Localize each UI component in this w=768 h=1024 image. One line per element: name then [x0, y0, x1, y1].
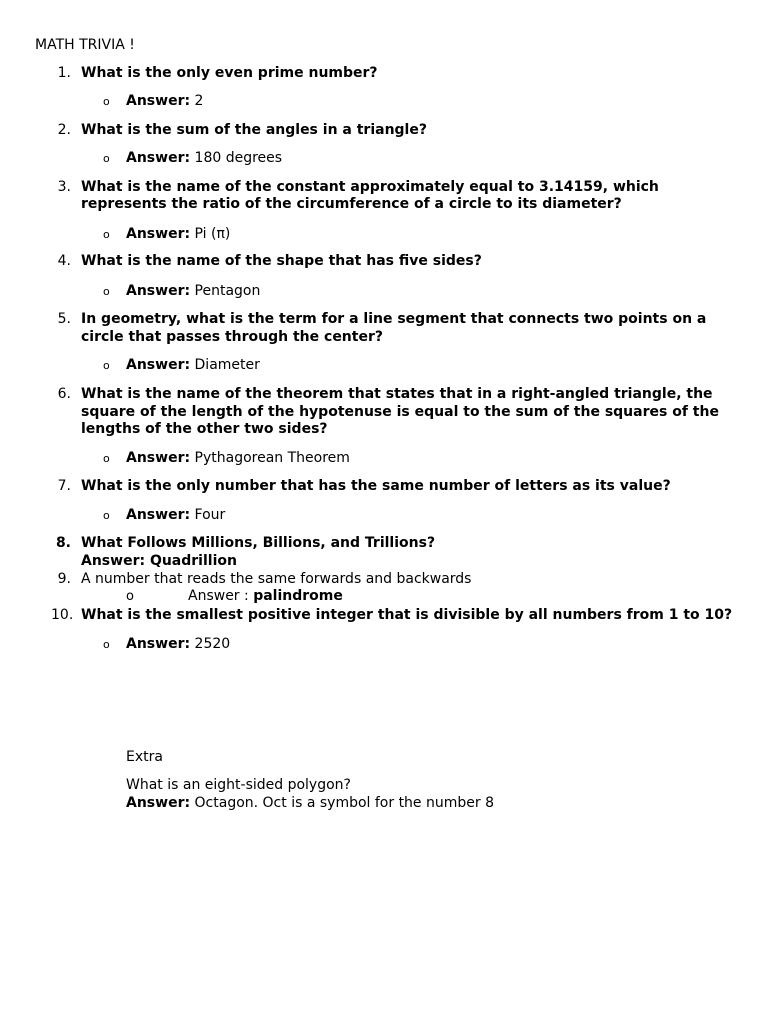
question-number: 7.: [57, 478, 71, 494]
answer-value: Pi (π): [194, 226, 231, 242]
answer-line: [126, 449, 350, 467]
question-number: 9.: [57, 571, 71, 587]
extra-question: What is an eight-sided polygon?: [126, 777, 351, 793]
answer-label: Answer:: [126, 283, 191, 299]
question-number: 6.: [57, 386, 71, 402]
question-text-continued: square of the length of the hypotenuse is equal to the sum of the squares of the: [81, 404, 719, 420]
question-text-continued: represents the ratio of the circumference of a circle to its diameter?: [81, 196, 622, 212]
answer-line: [126, 225, 230, 243]
answer-label: Answer:: [126, 450, 191, 466]
answer-value: Four: [194, 507, 226, 523]
page-title: MATH TRIVIA !: [35, 37, 135, 53]
question-text: A number that reads the same forwards and backwards: [81, 571, 472, 587]
question-number: 10.: [51, 607, 74, 623]
answer-label: Answer :: [188, 588, 254, 604]
question-text-continued: lengths of the other two sides?: [81, 421, 328, 437]
question-text-continued: circle that passes through the center?: [81, 329, 383, 345]
answer-label: Answer:: [126, 150, 191, 166]
answer-value: Pentagon: [194, 283, 261, 299]
answer-line: [126, 506, 225, 524]
answer-label: Answer:: [126, 226, 191, 242]
question-text: In geometry, what is the term for a line segment that connects two points on a: [81, 311, 707, 327]
bullet-marker: o: [103, 228, 110, 241]
question-number: 8.: [55, 535, 71, 551]
question-text: What is the name of the constant approximately equal to 3.14159, which: [81, 179, 659, 195]
answer-value: palindrome: [253, 588, 343, 604]
extra-answer-line: [126, 794, 494, 812]
question-text-continued: Answer: Quadrillion: [81, 553, 237, 569]
answer-label: Answer:: [126, 636, 191, 652]
bullet-marker: o: [103, 285, 110, 298]
answer-line: [126, 149, 282, 167]
question-number: 2.: [57, 122, 71, 138]
answer-value: Octagon. Oct is a symbol for the number 8: [194, 795, 494, 811]
question-number: 1.: [57, 65, 71, 81]
question-text: What is the name of the theorem that states that in a right-angled triangle, the: [81, 386, 713, 402]
answer-label: Answer:: [126, 93, 191, 109]
question-number: 5.: [57, 311, 71, 327]
extra-heading: Extra: [126, 749, 163, 765]
bullet-marker: o: [103, 452, 110, 465]
answer-value: 180 degrees: [194, 150, 283, 166]
answer-line: [126, 282, 260, 300]
answer-label: Answer:: [126, 795, 191, 811]
bullet-marker: o: [103, 638, 110, 651]
answer-line: [126, 92, 203, 110]
bullet-marker: o: [103, 95, 110, 108]
question-text: What Follows Millions, Billions, and Trillions?: [81, 535, 436, 551]
bullet-marker: o: [103, 359, 110, 372]
question-text: What is the only number that has the same number of letters as its value?: [81, 478, 671, 494]
bullet-marker: o: [103, 509, 110, 522]
answer-line: [126, 635, 230, 653]
answer-value: 2: [194, 93, 204, 109]
question-number: 4.: [57, 253, 71, 269]
answer-line: [188, 587, 343, 605]
answer-value: 2520: [194, 636, 231, 652]
bullet-marker: o: [126, 589, 134, 604]
answer-value: Diameter: [194, 357, 260, 373]
answer-label: Answer:: [126, 357, 191, 373]
question-text: What is the smallest positive integer that is divisible by all numbers from 1 to 10?: [81, 607, 733, 623]
question-text: What is the only even prime number?: [81, 65, 378, 81]
answer-value: Pythagorean Theorem: [194, 450, 350, 466]
question-text: What is the name of the shape that has five sides?: [81, 253, 482, 269]
bullet-marker: o: [103, 152, 110, 165]
question-number: 3.: [57, 179, 71, 195]
answer-line: [126, 356, 260, 374]
answer-label: Answer:: [126, 507, 191, 523]
question-text: What is the sum of the angles in a triangle?: [81, 122, 427, 138]
